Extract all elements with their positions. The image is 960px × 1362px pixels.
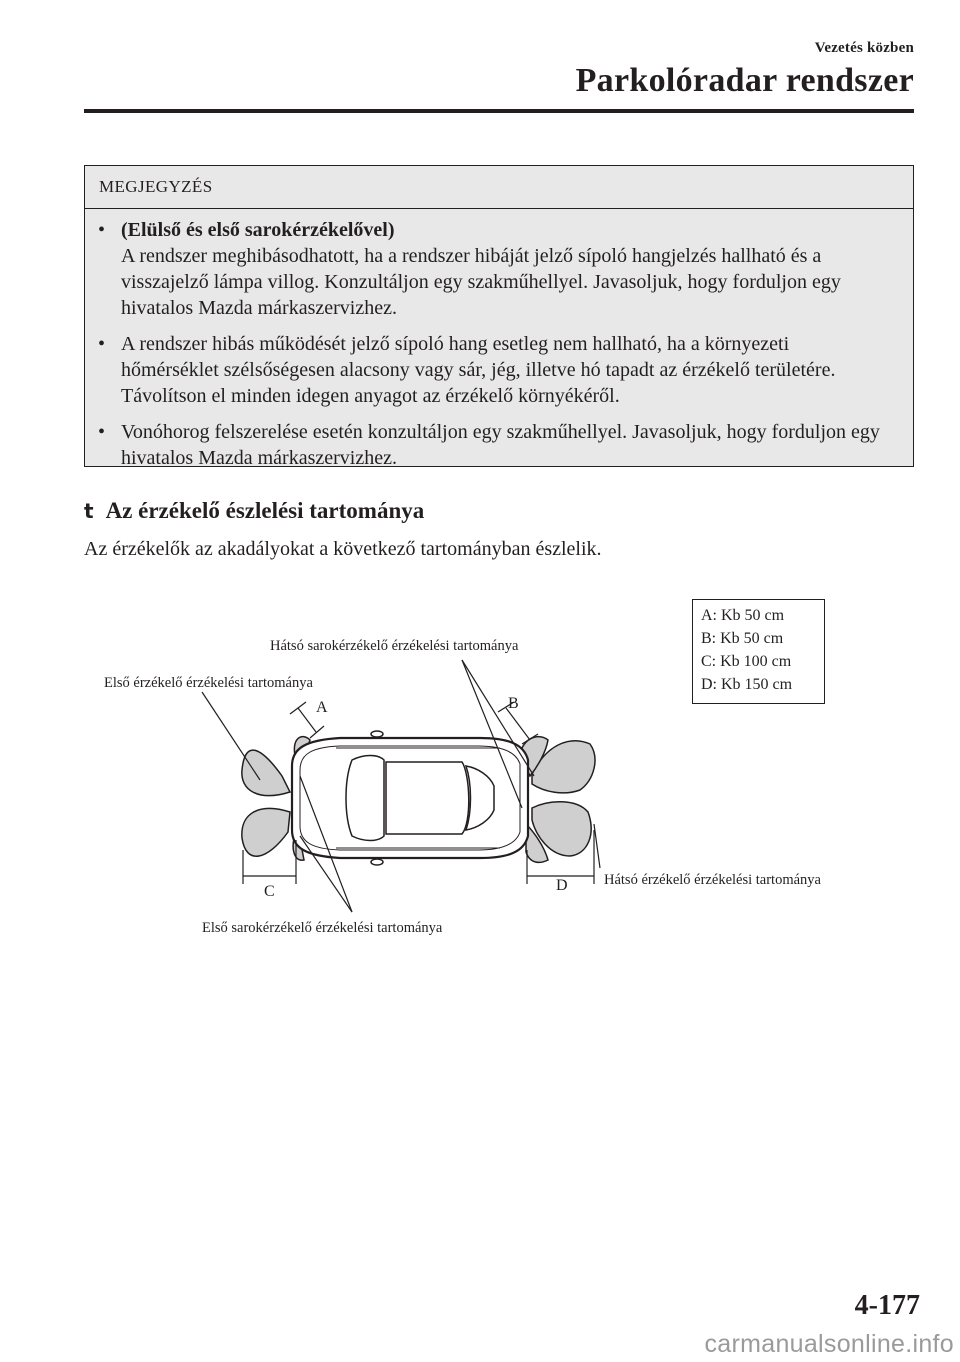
mirror-left bbox=[371, 731, 383, 737]
front-corner-range-label: Első sarokérzékelő érzékelési tartománya bbox=[202, 920, 443, 936]
watermark: carmanualsonline.info bbox=[704, 1330, 954, 1358]
leader-front bbox=[202, 692, 260, 780]
front-range-label: Első érzékelő érzékelési tartománya bbox=[104, 675, 313, 691]
header-rule bbox=[84, 109, 914, 113]
bullet-icon: • bbox=[98, 333, 106, 355]
legend-item: D: Kb 150 cm bbox=[701, 676, 793, 693]
mirror-right bbox=[371, 859, 383, 865]
note-box bbox=[84, 165, 914, 467]
note-title: MEGJEGYZÉS bbox=[85, 166, 913, 209]
header-section-label: Vezetés közben bbox=[814, 40, 914, 56]
car-body bbox=[292, 738, 528, 858]
rear-range-label: Hátsó érzékelő érzékelési tartománya bbox=[604, 872, 821, 888]
front-zone-lower bbox=[242, 808, 290, 856]
dim-b-line bbox=[506, 708, 530, 740]
distance-legend bbox=[692, 599, 825, 704]
section-marker-icon: t bbox=[84, 499, 94, 523]
note-item-lead: (Elülső és első sarokérzékelővel) bbox=[121, 219, 395, 241]
page-title: Parkolóradar rendszer bbox=[575, 62, 914, 99]
note-items bbox=[85, 209, 913, 471]
dimension-b-label: B bbox=[508, 695, 519, 712]
legend-item: C: Kb 100 cm bbox=[701, 653, 792, 670]
legend-item: A: Kb 50 cm bbox=[701, 607, 785, 624]
note-item-text: A rendszer hibás működését jelző sípoló hang esetleg nem hallható, ha a környezeti hőmérséklet szélsőségesen alacsony vagy sár, jég, illetve hó tapadt az érzékelő területére. Távolítson el minden idegen anyagot az érzékelő környékéről. bbox=[121, 333, 836, 407]
rear-sensor-zones bbox=[522, 737, 595, 863]
note-item bbox=[98, 217, 885, 321]
bullet-icon: • bbox=[98, 421, 106, 443]
dimension-c-label: C bbox=[264, 883, 275, 900]
section-heading-text: Az érzékelő észlelési tartománya bbox=[105, 498, 425, 523]
dim-a-line bbox=[298, 708, 316, 732]
note-item bbox=[98, 419, 885, 471]
note-item-text: A rendszer meghibásodhatott, ha a rendszer hibáját jelző sípoló hangjelzés hallható és a visszajelző lámpa villog. Konzultáljon egy szakműhellyel. Javasoljuk, hogy forduljon egy hivatalos Mazda márkaszervizhez. bbox=[121, 245, 841, 319]
rear-corner-range-label: Hátsó sarokérzékelő érzékelési tartománya bbox=[270, 638, 519, 654]
dimension-a-label: A bbox=[316, 699, 328, 716]
page-number: 4-177 bbox=[854, 1290, 920, 1321]
dimension-d-label: D bbox=[556, 877, 568, 894]
note-item-text: Vonóhorog felszerelése esetén konzultáljon egy szakműhellyel. Javasoljuk, hogy forduljon egy hivatalos Mazda márkaszervizhez. bbox=[121, 421, 880, 469]
section-heading bbox=[84, 498, 424, 524]
section-intro: Az érzékelők az akadályokat a következő tartományban észlelik. bbox=[84, 538, 602, 560]
note-item bbox=[98, 331, 885, 409]
dim-a-tick-1 bbox=[290, 702, 306, 714]
legend-item: B: Kb 50 cm bbox=[701, 630, 784, 647]
car-top-view bbox=[292, 731, 528, 865]
front-zone-upper bbox=[242, 750, 290, 795]
leader-rear bbox=[594, 824, 600, 868]
bullet-icon: • bbox=[98, 219, 106, 241]
